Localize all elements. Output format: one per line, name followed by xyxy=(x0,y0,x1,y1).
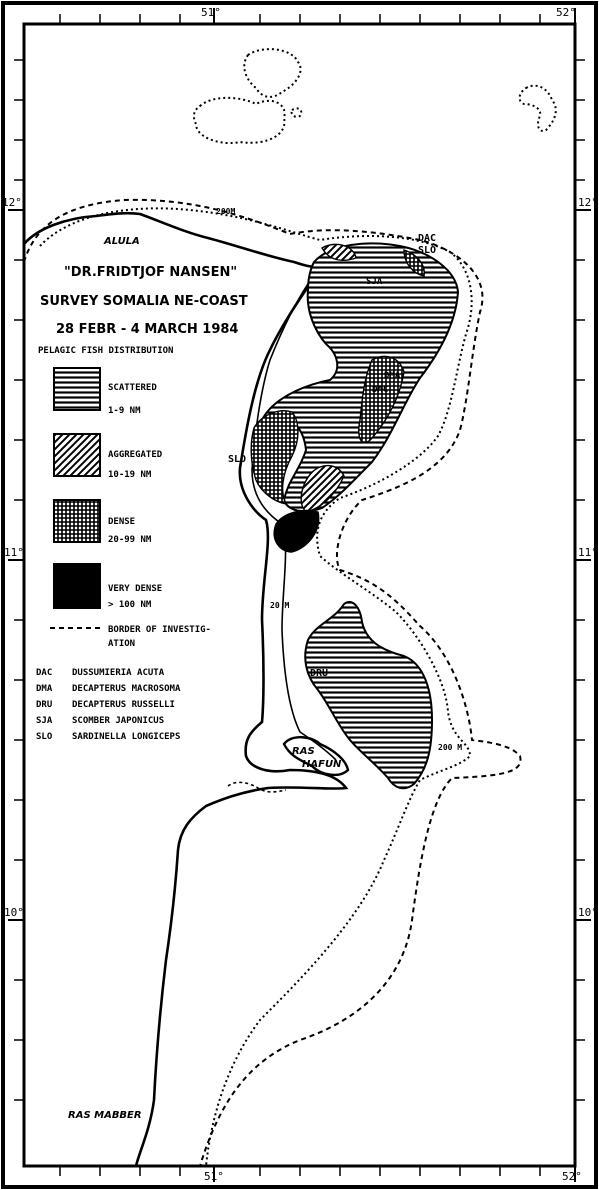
title-line-3: 28 FEBR - 4 MARCH 1984 xyxy=(56,322,239,337)
label-slo-left: SLO xyxy=(228,454,247,465)
lat-label-11-left: 11° xyxy=(4,546,24,559)
legend-label-scattered: SCATTERED xyxy=(108,383,157,393)
legend-range-scattered: 1-9 NM xyxy=(108,406,141,416)
legend-range-dense: 20-99 NM xyxy=(108,535,152,545)
lon-label-51-bottom: 51° xyxy=(204,1170,224,1183)
legend-swatch-scattered xyxy=(54,368,100,410)
lat-label-11-right: 11° xyxy=(578,546,598,559)
area-very-dense xyxy=(274,511,318,553)
legend-swatch-aggregated xyxy=(54,434,100,476)
species-name-dma: DECAPTERUS MACROSOMA xyxy=(72,684,181,694)
title-line-2: SURVEY SOMALIA NE-COAST xyxy=(40,294,248,309)
species-code-slo: SLO xyxy=(36,732,53,742)
species-name-sja: SCOMBER JAPONICUS xyxy=(72,716,165,726)
lat-label-12-right: 12° xyxy=(578,196,598,209)
label-sja: SJA xyxy=(366,277,383,287)
label-dac-mid: DAC xyxy=(372,385,389,395)
lon-label-52-bottom: 52° xyxy=(562,1170,582,1183)
legend-swatch-dense xyxy=(54,500,100,542)
species-name-dac: DUSSUMIERIA ACUTA xyxy=(72,668,165,678)
coastline-north xyxy=(24,213,320,267)
label-slo-north: SLO xyxy=(418,245,437,256)
legend-swatch-very-dense xyxy=(54,564,100,608)
label-dru: DRU xyxy=(310,668,329,679)
subtitle: PELAGIC FISH DISTRIBUTION xyxy=(38,346,174,356)
species-code-dru: DRU xyxy=(36,700,53,710)
lon-label-52-top: 52° xyxy=(556,6,576,19)
title-line-1: "DR.FRIDTJOF NANSEN" xyxy=(64,265,238,280)
species-name-dru: DECAPTERUS RUSSELLI xyxy=(72,700,175,710)
place-ras-hafun-1: RAS xyxy=(292,746,315,757)
legend-range-very-dense: > 100 NM xyxy=(108,600,152,610)
place-alula: ALULA xyxy=(104,236,140,247)
label-depth-200-top: 200M xyxy=(216,207,236,216)
legend xyxy=(50,368,211,649)
legend-label-aggregated: AGGREGATED xyxy=(108,450,163,460)
species-code-dma: DMA xyxy=(36,684,53,694)
lon-label-51-top: 51° xyxy=(201,6,221,19)
islands xyxy=(194,49,556,143)
species-code-sja: SJA xyxy=(36,716,53,726)
label-depth-200-bottom: 200 M xyxy=(438,743,463,752)
lat-label-10-right: 10° xyxy=(578,906,598,919)
legend-border-label-1: BORDER OF INVESTIG- xyxy=(108,625,211,635)
lat-label-10-left: 10° xyxy=(4,906,24,919)
legend-label-dense: DENSE xyxy=(108,517,136,527)
legend-range-aggregated: 10-19 NM xyxy=(108,470,152,480)
species-name-slo: SARDINELLA LONGICEPS xyxy=(72,732,181,742)
place-names xyxy=(68,236,342,1121)
label-dac-north: DAC xyxy=(418,233,437,244)
species-code-dac: DAC xyxy=(36,668,53,678)
legend-border-label-2: ATION xyxy=(108,639,136,649)
species-key xyxy=(36,668,181,742)
place-ras-mabber: RAS MABBER xyxy=(68,1110,142,1121)
title-block xyxy=(38,265,248,356)
legend-label-very-dense: VERY DENSE xyxy=(108,584,163,594)
place-ras-hafun-2: HAFUN xyxy=(302,759,342,770)
label-dma: DMA xyxy=(384,371,401,381)
lat-label-12-left: 12° xyxy=(2,196,22,209)
label-depth-20: 20 M xyxy=(270,601,290,610)
